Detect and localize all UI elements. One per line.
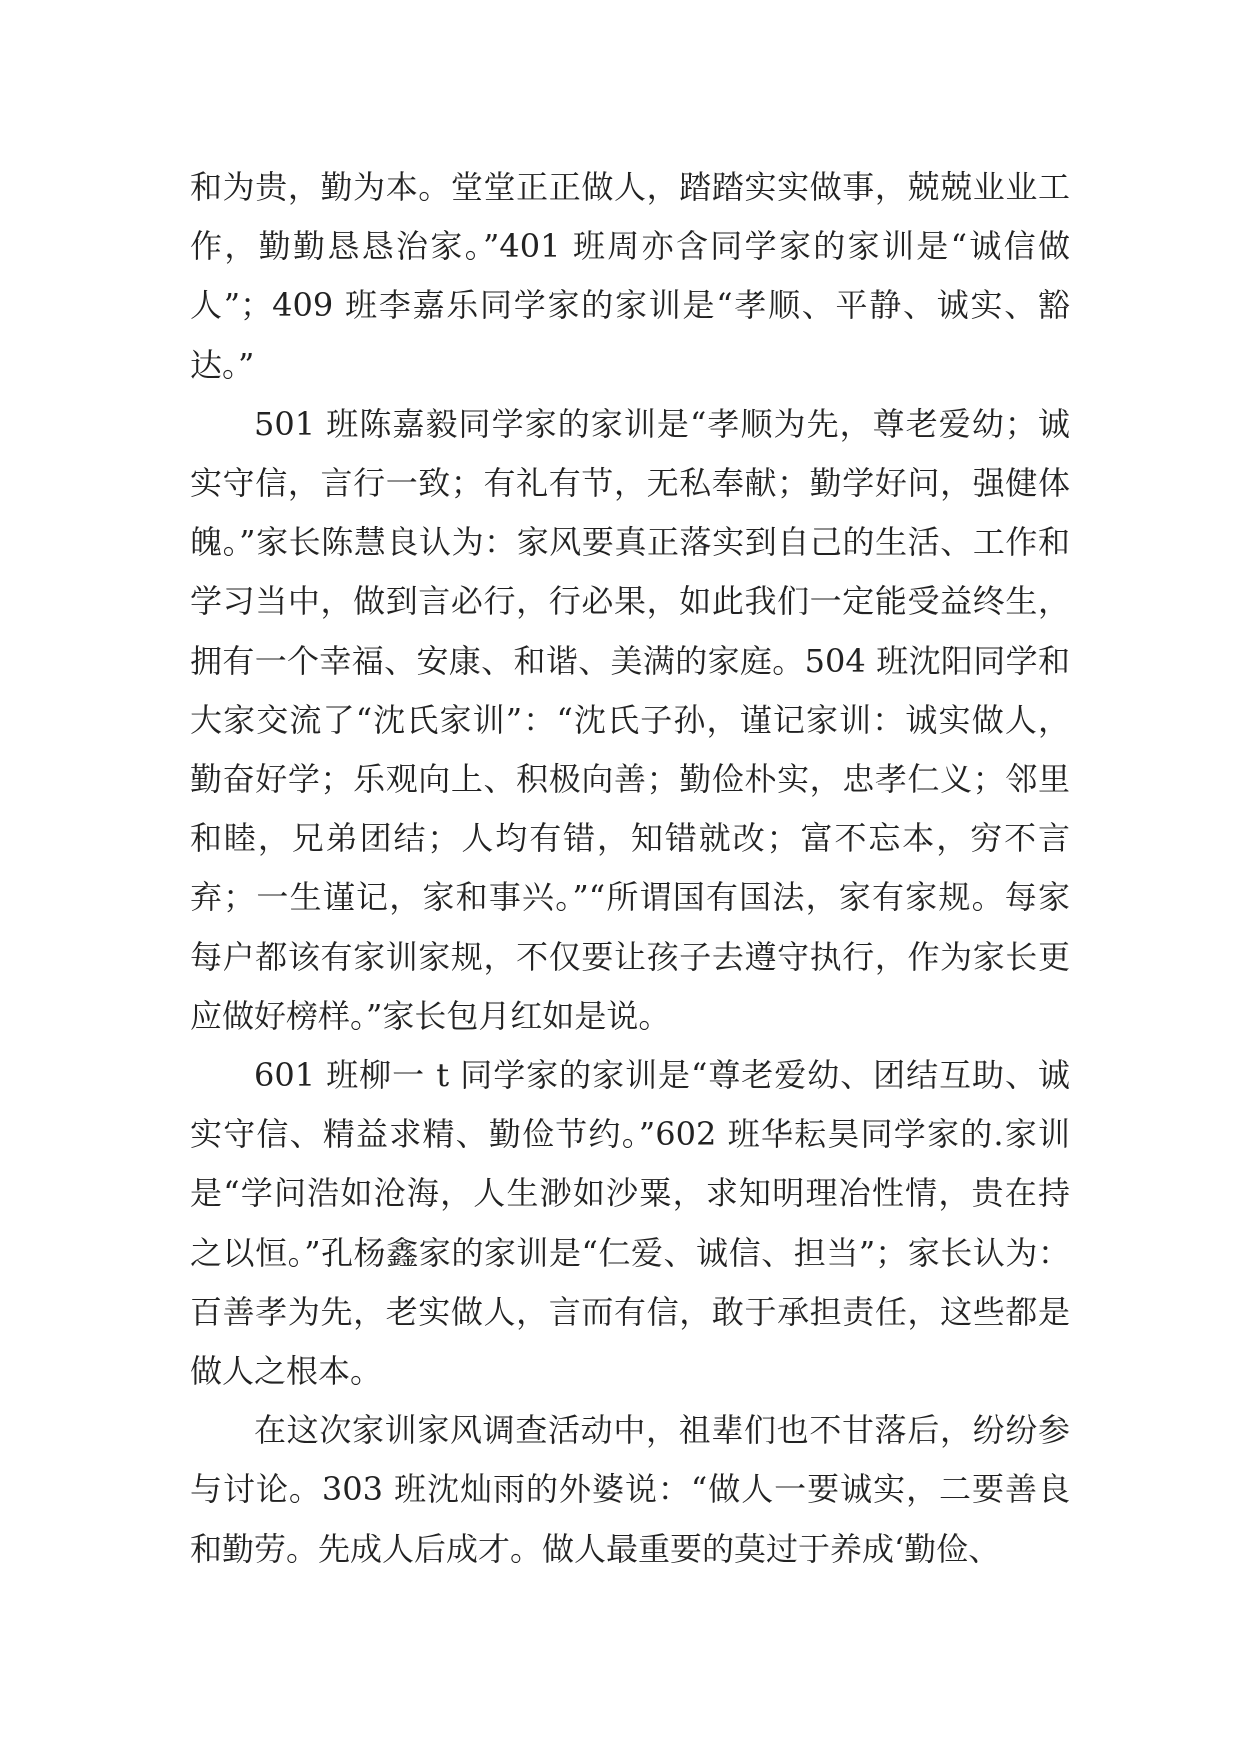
paragraph-1: 和为贵，勤为本。堂堂正正做人，踏踏实实做事，兢兢业业工作，勤勤恳恳治家。”401 班周亦含同学家的家训是“诚信做人”；409 班李嘉乐同学家的家训是“孝顺、平静、诚实、豁达。” [190,168,1070,384]
paragraph-2: 501 班陈嘉毅同学家的家训是“孝顺为先，尊老爱幼；诚实守信，言行一致；有礼有节，无私奉献；勤学好问，强健体魄。”家长陈慧良认为：家风要真正落实到自己的生活、工作和学习当中，做到言必行，行必果，如此我们一定能受益终生，拥有一个幸福、安康、和谐、美满的家庭。504 班沈阳同学和大家交流了“沈氏家训”：“沈氏子孙，谨记家训：诚实做人，勤奋好学；乐观向上、积极向善；勤俭朴实，忠孝仁义；邻里和睦，兄弟团结；人均有错，知错就改；富不忘本，穷不言弃；一生谨记，家和事兴。”“所谓国有国法，家有家规。每家每户都该有家训家规，不仅要让孩子去遵守执行，作为家长更应做好榜样。”家长包月红如是说。 [190,404,1070,1035]
paragraph-4: 在这次家训家风调查活动中，祖辈们也不甘落后，纷纷参与讨论。303 班沈灿雨的外婆说：“做人一要诚实，二要善良和勤劳。先成人后成才。做人最重要的莫过于养成‘勤俭、 [190,1411,1070,1568]
paragraph-3: 601 班柳一 t 同学家的家训是“尊老爱幼、团结互助、诚实守信、精益求精、勤俭节约。”602 班华耘昊同学家的.家训是“学问浩如沧海，人生渺如沙粟，求知明理冶性情，贵在持之以恒。”孔杨鑫家的家训是“仁爱、诚信、担当”；家长认为：百善孝为先，老实做人，言而有信，敢于承担责任，这些都是做人之根本。 [190,1056,1070,1391]
document-body [190,158,1070,1579]
